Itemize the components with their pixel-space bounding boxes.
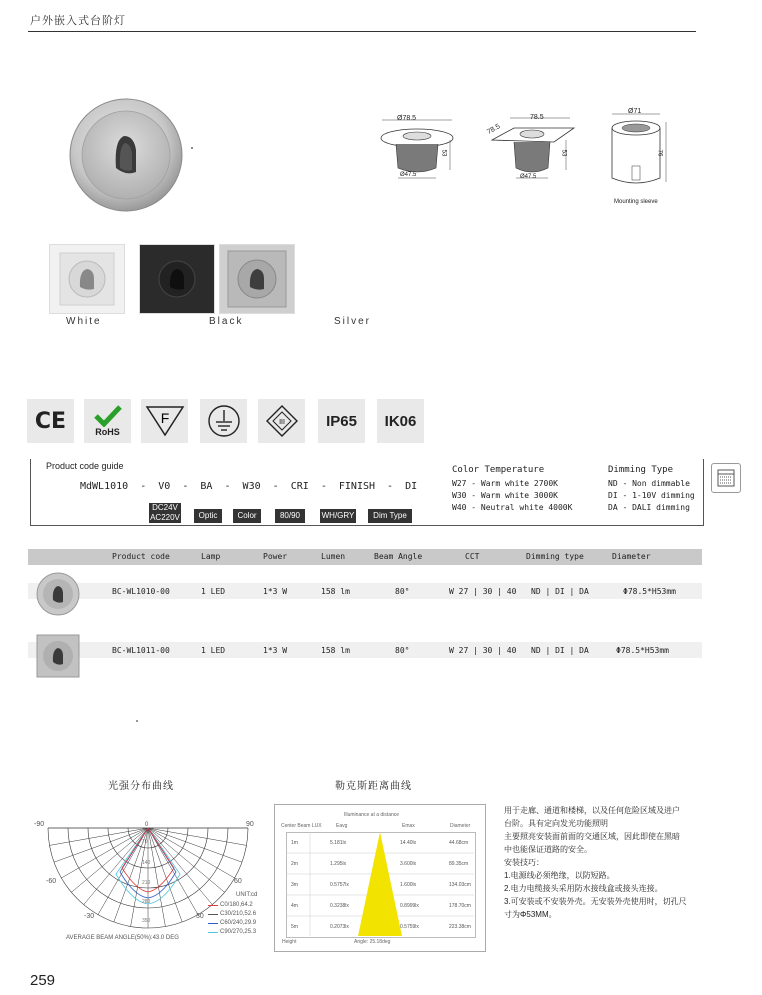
row1-power: 1*3 W — [263, 587, 288, 596]
dimming-title: Dimming Type — [608, 465, 674, 475]
lux-row2-height: 2m — [291, 861, 298, 867]
polar-angle-90: 90 — [246, 821, 254, 828]
row1-diameter: Φ78.5*H53mm — [623, 587, 676, 596]
product-code-guide-box — [30, 459, 704, 526]
tag-voltage-ac: AC220V — [150, 513, 180, 522]
legend-item-c60 — [208, 920, 256, 926]
lux-height-label: Height — [282, 939, 297, 945]
description-line: 3.可安装或不安装外壳。无安装外壳使用时，切孔尺 — [504, 897, 687, 906]
th-lamp: Lamp — [201, 552, 221, 561]
lux-row3-eavg: 0.5757lx — [330, 882, 349, 888]
th-power: Power — [263, 552, 288, 561]
tag-finish: WH/GRY — [320, 509, 356, 523]
legend-item-c90 — [208, 929, 256, 935]
description-line: 中也能保证道路的安全。 — [504, 845, 592, 854]
f-triangle-icon — [145, 403, 185, 439]
legend-swatch-c0 — [208, 905, 218, 906]
finish-label-white: White — [66, 316, 102, 327]
description-block — [504, 804, 714, 921]
polar-angle-neg30: -30 — [84, 913, 95, 920]
polar-ring-70: 70 — [142, 839, 148, 845]
dim-square-bottom: Ø47.5 — [520, 174, 537, 180]
ce-mark-text: CE — [34, 408, 67, 434]
row1-beam-angle: 80° — [395, 587, 410, 596]
drawing-round-dimensions — [372, 112, 472, 184]
product-code-guide-label: Product code guide — [46, 461, 124, 471]
th-product-code: Product code — [112, 552, 170, 561]
row2-cct: W 27 | 30 | 40 — [449, 646, 517, 655]
row1-lumen: 158 lm — [321, 587, 350, 596]
description-line: 1.电源线必须绝缘，以防短路。 — [504, 871, 615, 880]
th-lumen: Lumen — [321, 552, 346, 561]
legend-swatch-c90 — [208, 932, 218, 933]
lux-row1-diameter: 44.68cm — [449, 840, 469, 846]
product-photo-round — [62, 98, 190, 212]
lux-row3-emax: 1.600lx — [400, 882, 417, 888]
polar-chart-title: 光强分布曲线 — [108, 781, 174, 792]
swatch-white — [49, 244, 125, 314]
legend-item-c0 — [208, 902, 253, 908]
finish-label-silver: Silver — [334, 316, 372, 327]
ip65-badge — [318, 399, 365, 443]
spec-sheet-icon[interactable] — [711, 463, 741, 493]
th-diameter: Diameter — [612, 552, 651, 561]
polar-ring-350: 350 — [142, 918, 151, 924]
rohs-icon — [84, 399, 131, 443]
legend-item-c30 — [208, 911, 256, 917]
lux-row5-diameter: 223.38cm — [449, 924, 471, 930]
polar-beam-angle-footer: AVERAGE BEAM ANGLE(50%):43.0 DEG — [66, 935, 179, 941]
tag-voltage-dc: DC24V — [152, 503, 178, 512]
legend-swatch-c30 — [208, 914, 218, 915]
legend-swatch-c60 — [208, 923, 218, 924]
swatch-silver — [219, 244, 295, 314]
f-mark-icon — [141, 399, 188, 443]
lux-row2-eavg: 1.295lx — [330, 861, 347, 867]
cct-option-w27: W27 - Warm white 2700K — [452, 479, 558, 488]
polar-angle-0: 0 — [145, 822, 149, 828]
row1-lamp: 1 LED — [201, 587, 226, 596]
cct-option-w30: W30 - Warm white 3000K — [452, 491, 558, 500]
description-line: 2.电力电缆接头采用防水接线盒或接头连接。 — [504, 884, 663, 893]
lux-row4-eavg: 0.3238lx — [330, 903, 349, 909]
lux-row3-diameter: 134.03cm — [449, 882, 471, 888]
dim-square-height: 53 — [560, 149, 567, 157]
dim-round-height: 53 — [440, 149, 447, 157]
lux-row1-emax: 14.40lx — [400, 840, 417, 846]
dimming-option-di: DI - 1-10V dimming — [608, 491, 695, 500]
cct-title: Color Temperature — [452, 465, 545, 475]
polar-ring-280: 280 — [142, 899, 151, 905]
tag-voltage — [149, 503, 181, 523]
lux-header-center: Center Beam LUX — [281, 823, 322, 829]
description-line: 主要照亮安装面前面的交通区域，因此即使在黑暗 — [504, 832, 680, 841]
ip65-text: IP65 — [326, 412, 357, 430]
row1-dimming: ND | DI | DA — [531, 587, 589, 596]
lux-header-eavg: Eavg — [336, 823, 348, 829]
title-divider — [28, 31, 696, 32]
polar-ring-210: 210 — [142, 880, 151, 886]
dim-round-top: Ø78.5 — [397, 115, 417, 122]
lux-row4-diameter: 178.70cm — [449, 903, 471, 909]
decorative-dot — [191, 147, 193, 149]
legend-label-c0: C0/180,64.2 — [220, 902, 253, 908]
th-beam-angle: Beam Angle — [374, 552, 423, 561]
polar-unit: UNIT:cd — [236, 892, 258, 898]
lux-row5-height: 5m — [291, 924, 298, 930]
description-line: 用于走廊、通道和楼梯，以及任何危险区域及进户 — [504, 806, 680, 815]
dim-round-bottom: Ø47.5 — [400, 172, 417, 178]
row2-dimming: ND | DI | DA — [531, 646, 589, 655]
polar-ring-140: 140 — [142, 860, 151, 866]
page-title: 户外嵌入式台阶灯 — [30, 15, 126, 27]
row-thumbnail-square — [36, 634, 80, 678]
ik06-badge — [377, 399, 424, 443]
tag-color: Color — [233, 509, 261, 523]
dimming-option-nd: ND - Non dimmable — [608, 479, 690, 488]
dim-sleeve-height: 76 — [656, 149, 663, 157]
ground-symbol-icon — [200, 399, 247, 443]
lux-row1-height: 1m — [291, 840, 298, 846]
rohs-check-icon — [93, 405, 123, 427]
cct-option-w40: W40 - Neutral white 4000K — [452, 503, 573, 512]
row1-product-code: BC-WL1010-00 — [112, 587, 170, 596]
row2-beam-angle: 80° — [395, 646, 410, 655]
legend-label-c90: C90/270,25.3 — [220, 929, 257, 935]
page-number: 259 — [30, 972, 56, 989]
swatch-black — [139, 244, 215, 314]
lux-row4-emax: 0.8999lx — [400, 903, 419, 909]
lux-caption: Illuminance at a distance — [344, 812, 400, 818]
lux-row5-eavg: 0.2073lx — [330, 924, 349, 930]
row2-product-code: BC-WL1011-00 — [112, 646, 170, 655]
lux-row5-emax: 0.5759lx — [400, 924, 419, 930]
lux-beam-cone — [286, 832, 474, 936]
ce-mark-icon — [27, 399, 74, 443]
lux-row4-height: 4m — [291, 903, 298, 909]
lux-row3-height: 3m — [291, 882, 298, 888]
description-line: 安装技巧： — [504, 858, 544, 867]
class-iii-icon — [258, 399, 305, 443]
description-line: 台阶。具有定向发光功能照明 — [504, 819, 608, 828]
earth-ground-icon — [206, 403, 242, 439]
diamond-iii-icon — [264, 403, 300, 439]
row2-diameter: Φ78.5*H53mm — [616, 646, 669, 655]
polar-angle-neg60: -60 — [46, 878, 57, 885]
tag-cri: 80/90 — [275, 509, 305, 523]
lux-angle-label: Angle: 25.18deg — [354, 939, 391, 945]
tag-dim-type: Dim Type — [368, 509, 412, 523]
lux-chart-title: 勒克斯距离曲线 — [335, 781, 412, 792]
polar-angle-60: 60 — [234, 878, 242, 885]
legend-label-c60: C60/240,29.9 — [220, 920, 257, 926]
th-dimming-type: Dimming type — [526, 552, 584, 561]
row1-cct: W 27 | 30 | 40 — [449, 587, 517, 596]
rohs-text: RoHS — [95, 427, 120, 437]
polar-angle-neg90: -90 — [34, 821, 45, 828]
dim-square-top: 78.5 — [530, 114, 544, 121]
description-line: 寸为Φ53MM。 — [504, 910, 557, 919]
row-thumbnail-round — [36, 572, 80, 616]
svg-text:III: III — [278, 419, 285, 426]
grid-table-icon — [717, 469, 735, 487]
mounting-sleeve-label: Mounting sleeve — [614, 199, 658, 205]
row2-lamp: 1 LED — [201, 646, 226, 655]
finish-label-black: Black — [209, 316, 244, 327]
lux-row2-emax: 3.600lx — [400, 861, 417, 867]
row2-power: 1*3 W — [263, 646, 288, 655]
tag-optic: Optic — [194, 509, 222, 523]
dim-sleeve-top: Ø71 — [628, 108, 642, 115]
f-mark-text: F — [160, 410, 169, 426]
lux-row1-eavg: 5.181lx — [330, 840, 347, 846]
row2-lumen: 158 lm — [321, 646, 350, 655]
polar-angle-30: 30 — [196, 913, 204, 920]
legend-label-c30: C30/210,52.6 — [220, 911, 257, 917]
decorative-dot — [136, 720, 138, 722]
lux-row2-diameter: 89.35cm — [449, 861, 469, 867]
lux-header-emax: Emax — [402, 823, 415, 829]
dim-square-side: 78.5 — [486, 123, 502, 136]
dimming-option-da: DA - DALI dimming — [608, 503, 690, 512]
lux-header-diameter: Diameter — [450, 823, 471, 829]
th-cct: CCT — [465, 552, 480, 561]
ik06-text: IK06 — [384, 412, 417, 430]
product-code-string: MdWL1010 - V0 - BA - W30 - CRI - FINISH - DI — [80, 481, 418, 492]
